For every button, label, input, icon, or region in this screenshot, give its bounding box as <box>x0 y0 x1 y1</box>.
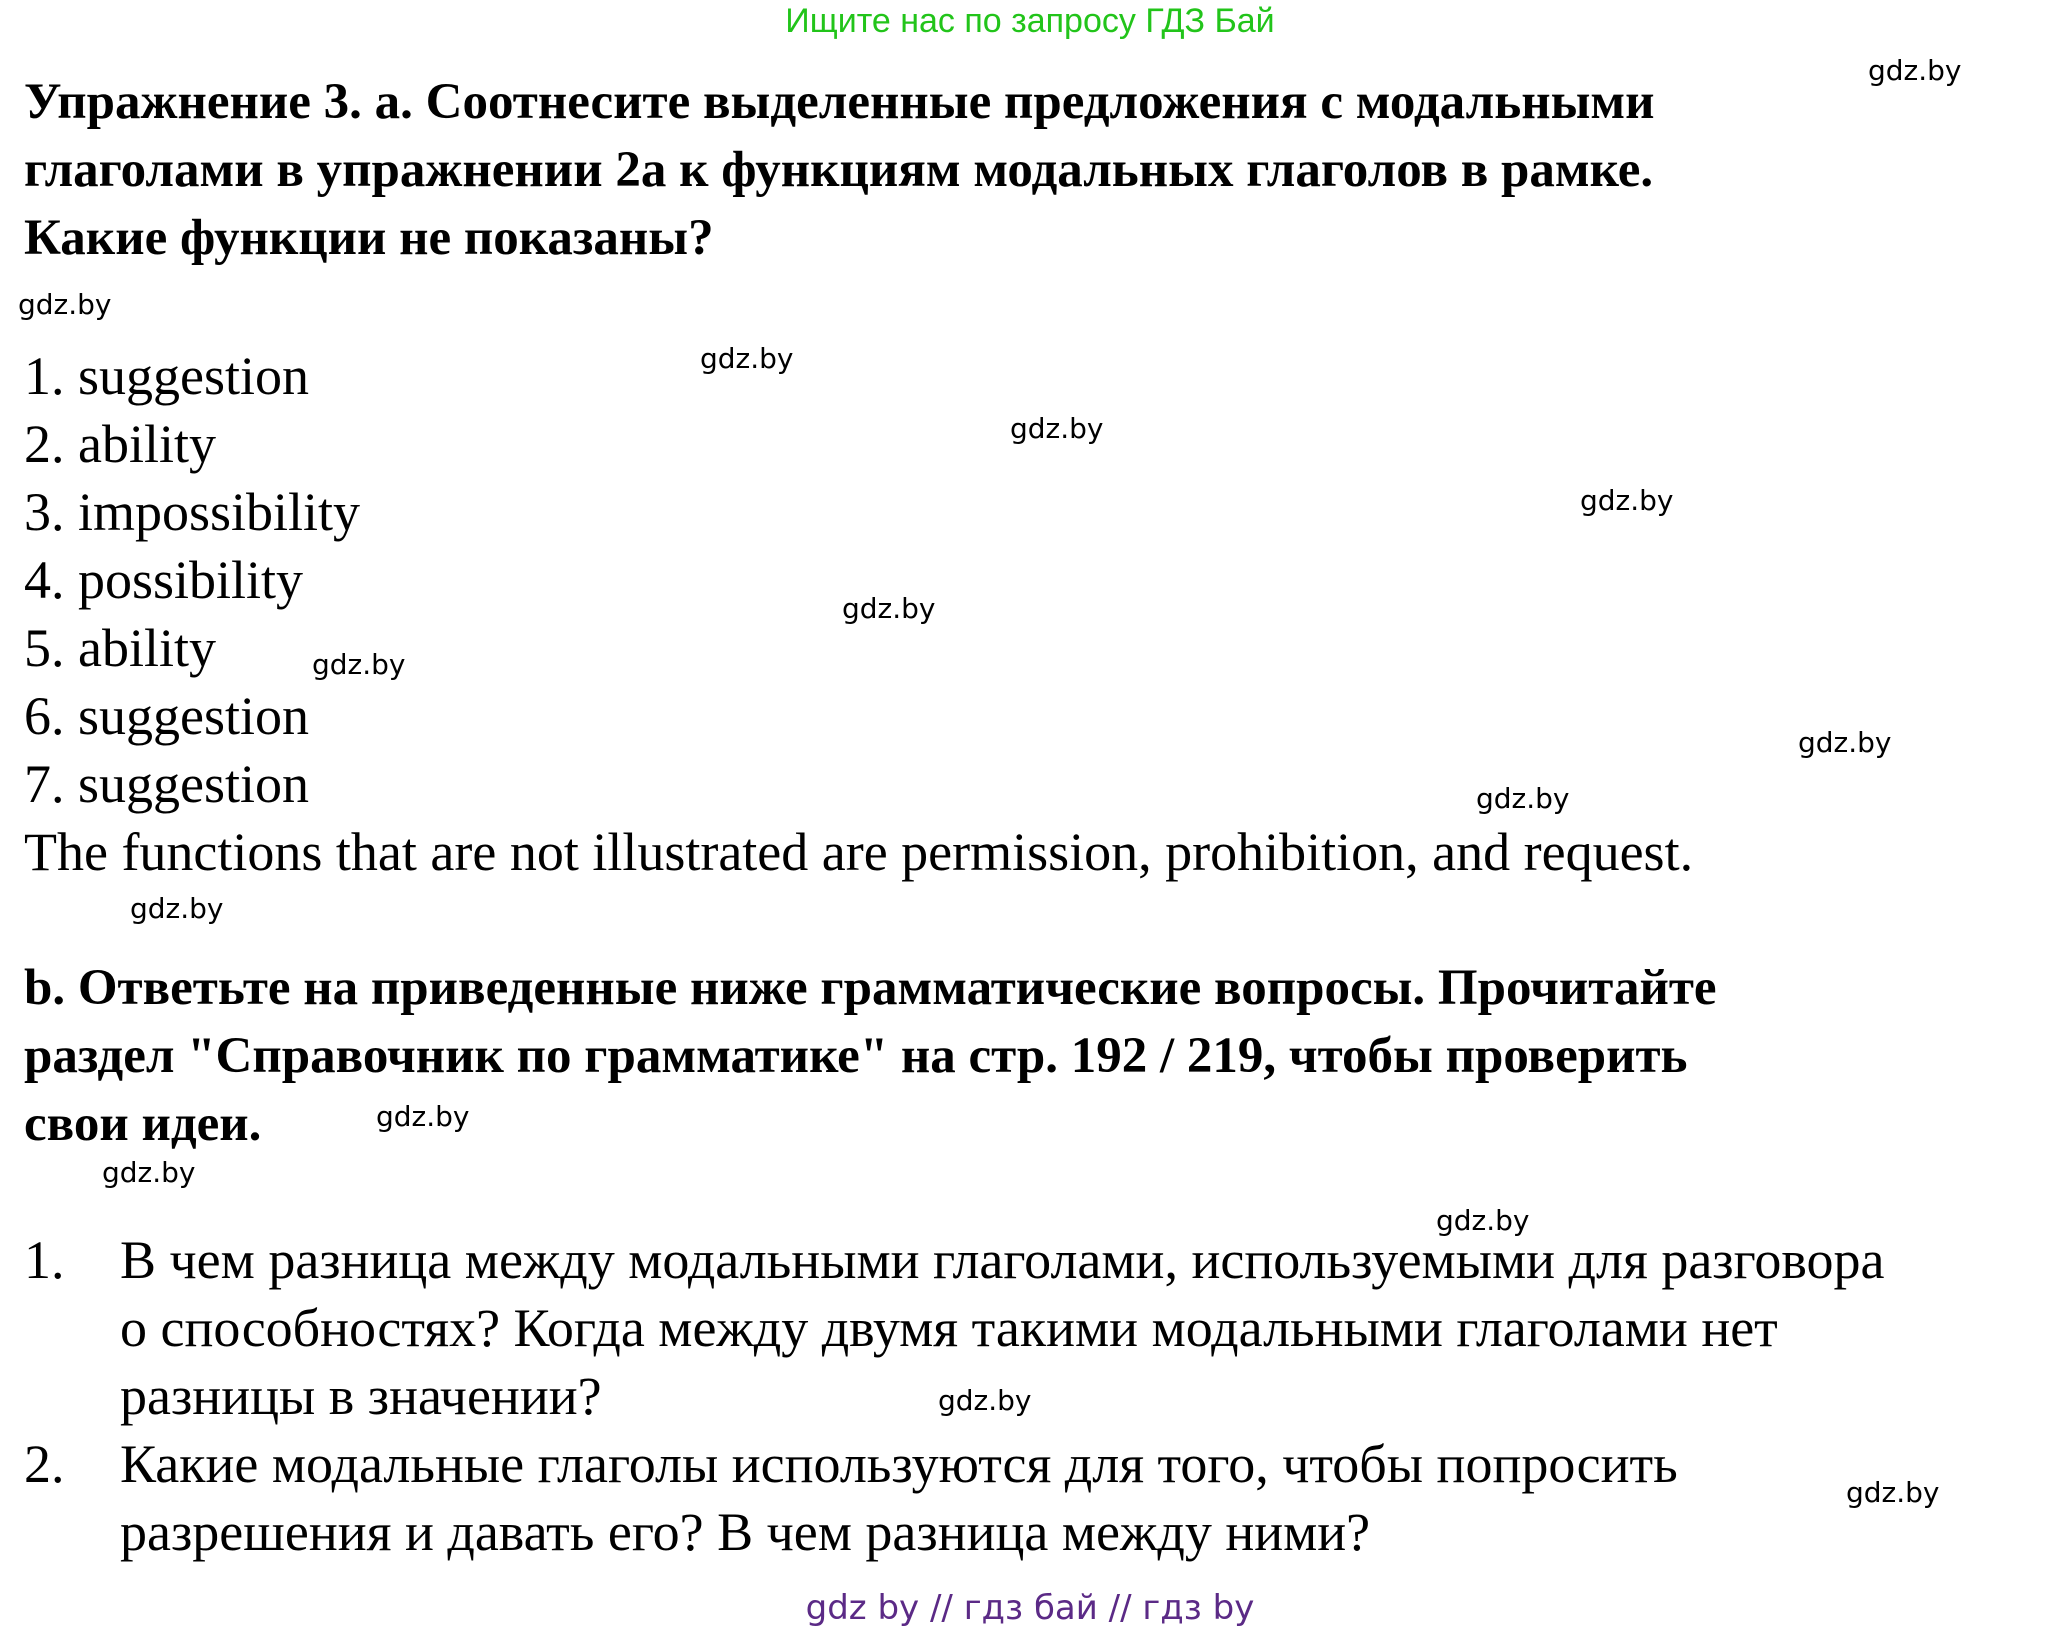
question-number: 2. <box>24 1434 65 1494</box>
answer-item: 5. ability <box>24 618 216 678</box>
question-number: 1. <box>24 1230 65 1290</box>
watermark: gdz.by <box>130 892 224 925</box>
answer-conclusion: The functions that are not illustrated are permission, prohibition, and request. <box>24 822 1694 882</box>
search-banner: Ищите нас по запросу ГДЗ Бай <box>785 2 1275 40</box>
watermark: gdz.by <box>700 342 794 375</box>
watermark: gdz.by <box>1846 1476 1940 1509</box>
watermark: gdz.by <box>1868 54 1962 87</box>
question-text-line: разницы в значении? <box>120 1366 602 1426</box>
watermark: gdz.by <box>842 592 936 625</box>
answer-item: 3. impossibility <box>24 482 361 542</box>
part-b-heading-line-2: раздел "Справочник по грамматике" на стр. 192 / 219, чтобы проверить <box>24 1028 1688 1084</box>
watermark: gdz.by <box>1436 1204 1530 1237</box>
watermark: gdz.by <box>938 1384 1032 1417</box>
answer-item: 1. suggestion <box>24 346 310 406</box>
question-text-line: о способностях? Когда между двумя такими модальными глаголами нет <box>120 1298 1778 1358</box>
watermark: gdz.by <box>1580 484 1674 517</box>
exercise-heading-line-1: Упражнение 3. а. Соотнесите выделенные предложения с модальными <box>24 74 1655 130</box>
answer-item: 6. suggestion <box>24 686 310 746</box>
part-b-heading-line-3: свои идеи. <box>24 1096 262 1152</box>
watermark: gdz.by <box>1010 412 1104 445</box>
answer-item: 4. possibility <box>24 550 304 610</box>
watermark: gdz.by <box>376 1100 470 1133</box>
answer-item: 7. suggestion <box>24 754 310 814</box>
watermark: gdz.by <box>18 288 112 321</box>
exercise-heading-line-3: Какие функции не показаны? <box>24 210 714 266</box>
question-text-line: разрешения и давать его? В чем разница между ними? <box>120 1502 1371 1562</box>
watermark: gdz.by <box>102 1156 196 1189</box>
part-b-heading-line-1: b. Ответьте на приведенные ниже грамматические вопросы. Прочитайте <box>24 960 1717 1016</box>
watermark: gdz.by <box>1476 782 1570 815</box>
watermark: gdz.by <box>1798 726 1892 759</box>
answer-item: 2. ability <box>24 414 216 474</box>
question-text-line: В чем разница между модальными глаголами, используемыми для разговора <box>120 1230 1885 1290</box>
watermark: gdz.by <box>312 648 406 681</box>
footer-links: gdz by // гдз бай // гдз by <box>805 1588 1255 1628</box>
exercise-heading-line-2: глаголами в упражнении 2а к функциям модальных глаголов в рамке. <box>24 142 1654 198</box>
question-text-line: Какие модальные глаголы используются для того, чтобы попросить <box>120 1434 1678 1494</box>
